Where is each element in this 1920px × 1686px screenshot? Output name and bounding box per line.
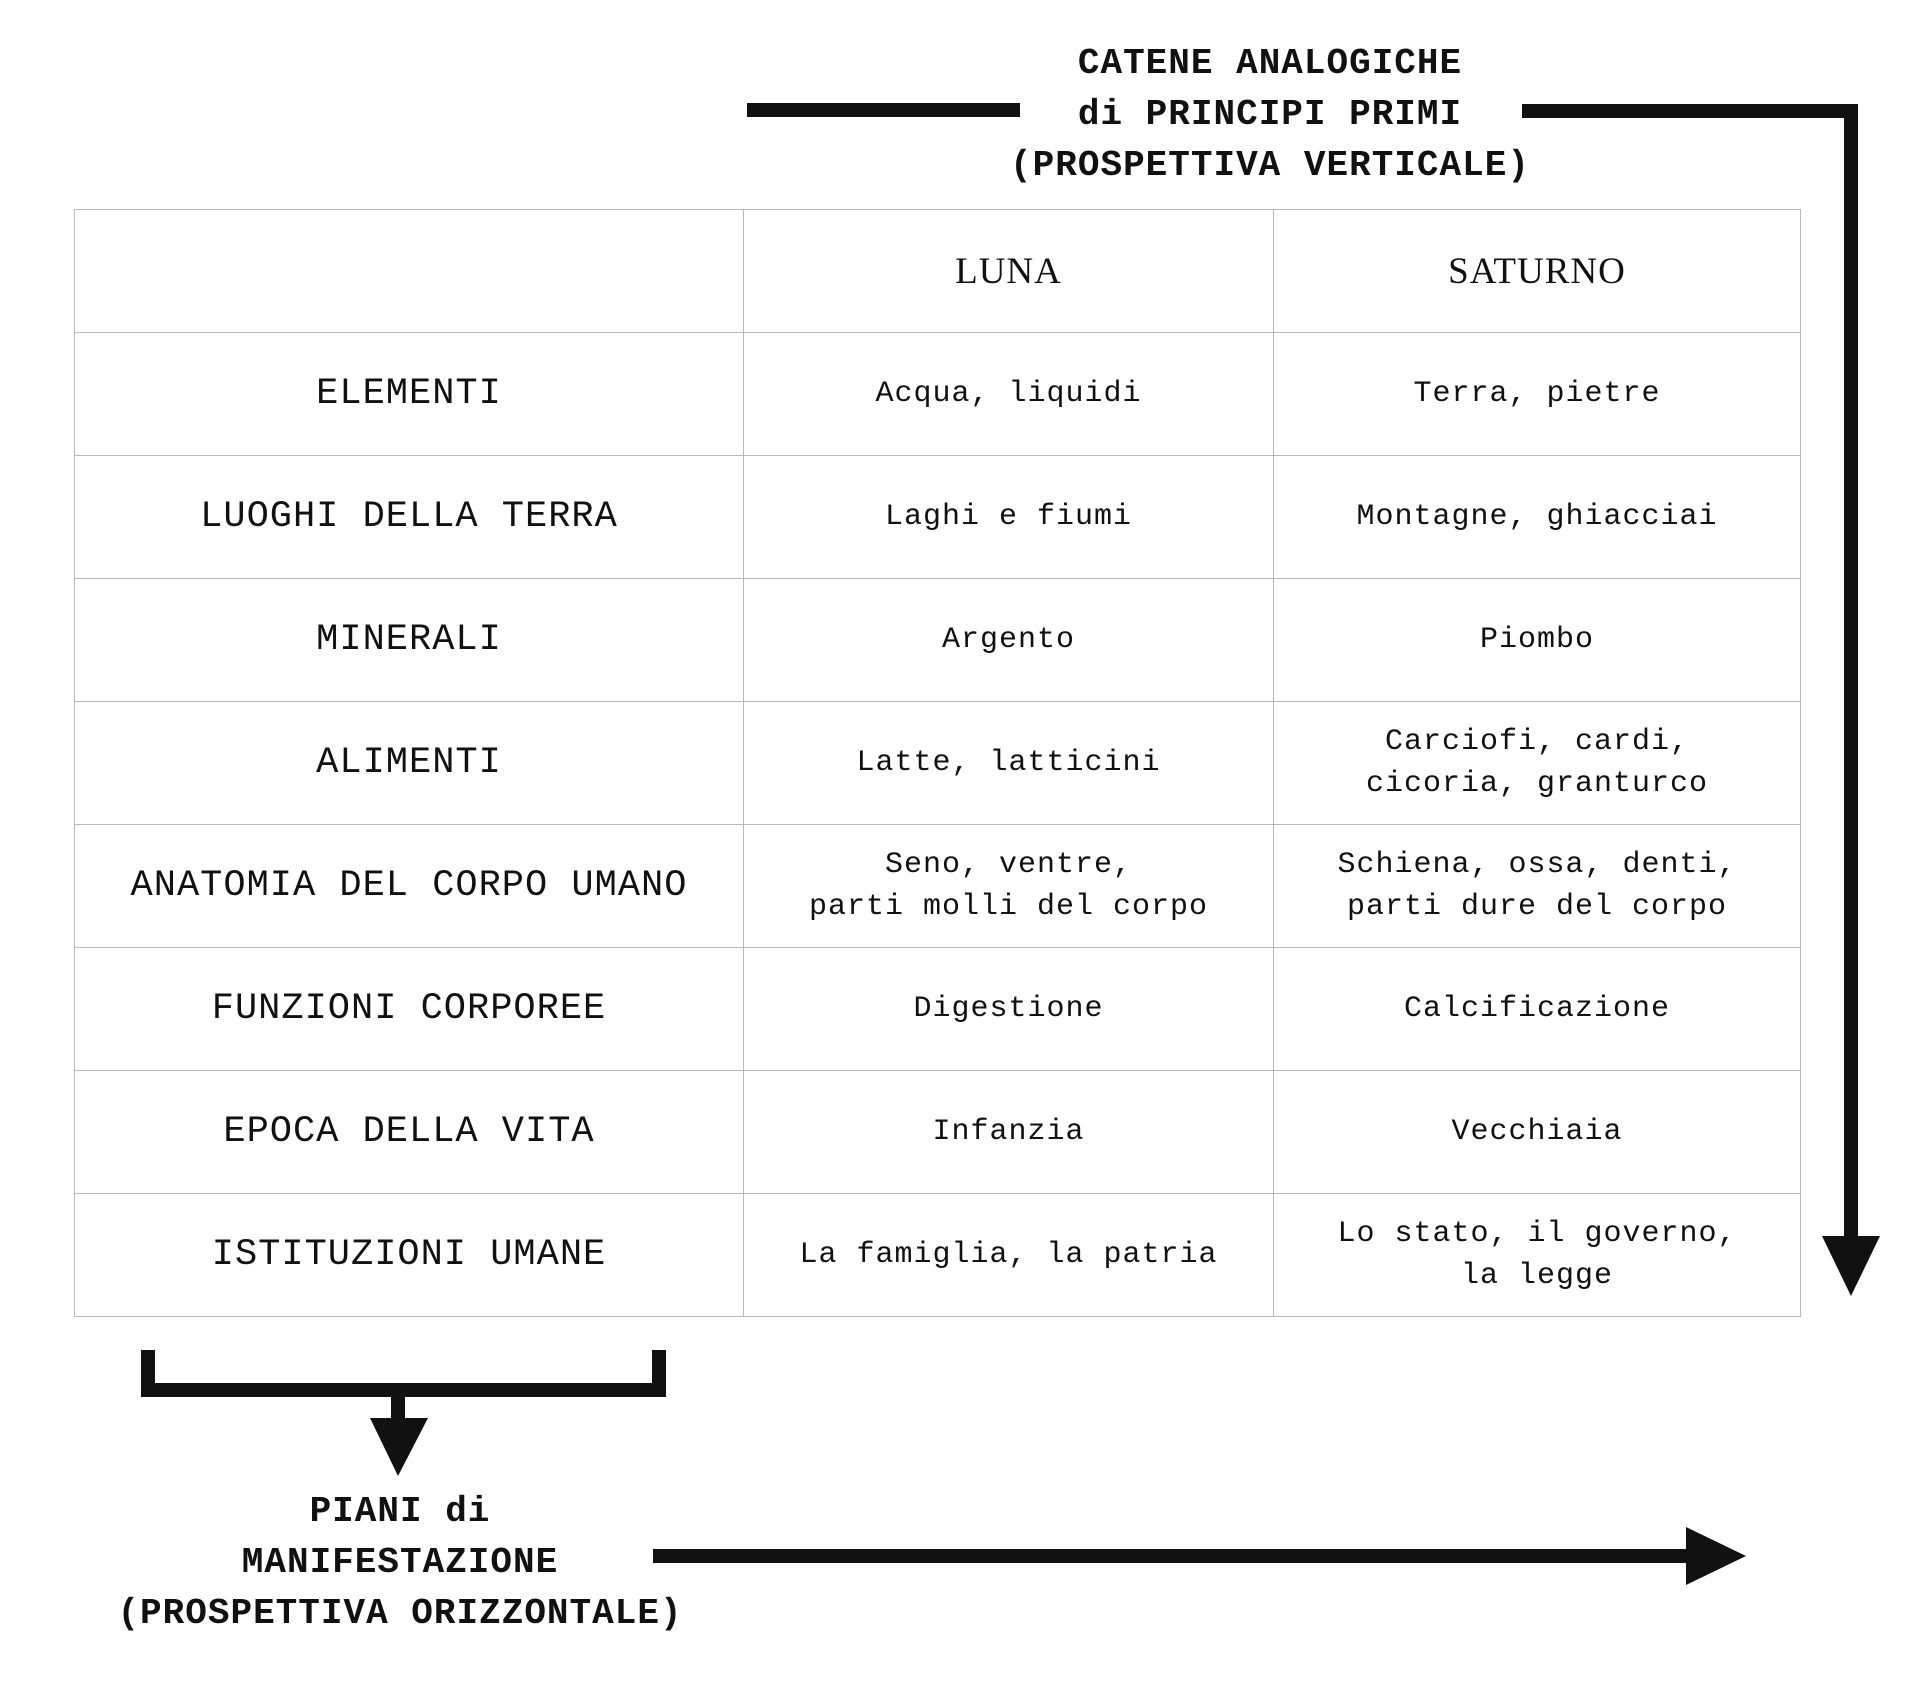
- cell-text-line: Montagne, ghiacciai: [1356, 500, 1718, 534]
- row-label: LUOGHI DELLA TERRA: [75, 456, 744, 579]
- cell-text-line: Piombo: [1479, 623, 1595, 657]
- cell-text-line: Infanzia: [932, 1115, 1085, 1149]
- bracket-arrow-head: [370, 1418, 428, 1476]
- table-row: [75, 1194, 1801, 1317]
- cell-saturno: [1274, 825, 1801, 948]
- cell-text-line: Lo stato, il governo,: [1337, 1217, 1737, 1251]
- cell-text-line: Seno, ventre,: [884, 848, 1133, 882]
- vertical-label-line: (PROSPETTIVA VERTICALE): [1010, 145, 1530, 186]
- cell-text-line: Argento: [941, 623, 1076, 657]
- cell-luna: [744, 702, 1274, 825]
- cell-saturno: [1274, 333, 1801, 456]
- row-label: EPOCA DELLA VITA: [75, 1071, 744, 1194]
- vertical-label-line: di PRINCIPI PRIMI: [1077, 94, 1463, 135]
- horizontal-perspective-arrow: [653, 1527, 1746, 1585]
- vertical-perspective-label: [960, 38, 1580, 191]
- cell-luna: [744, 825, 1274, 948]
- cell-text-line: La famiglia, la patria: [799, 1238, 1218, 1272]
- cell-luna: [744, 333, 1274, 456]
- column-header-luna: LUNA: [744, 210, 1274, 333]
- cell-luna: [744, 579, 1274, 702]
- row-label: ALIMENTI: [75, 702, 744, 825]
- vertical-arrow-head: [1822, 1236, 1880, 1296]
- cell-text-line: parti dure del corpo: [1346, 890, 1728, 924]
- cell-text-line: Vecchiaia: [1451, 1115, 1623, 1149]
- row-label: ELEMENTI: [75, 333, 744, 456]
- column-header-saturno: SATURNO: [1274, 210, 1801, 333]
- cell-saturno: [1274, 1071, 1801, 1194]
- cell-saturno: [1274, 579, 1801, 702]
- cell-text-line: Schiena, ossa, denti,: [1337, 848, 1737, 882]
- table-row: [75, 579, 1801, 702]
- cell-text-line: Acqua, liquidi: [875, 377, 1142, 411]
- bracket-line: [148, 1350, 659, 1390]
- cell-luna: [744, 1194, 1274, 1317]
- horizontal-perspective-label: [60, 1486, 740, 1639]
- horizontal-group-bracket: [148, 1350, 659, 1476]
- cell-text-line: Calcificazione: [1403, 992, 1671, 1026]
- cell-saturno: [1274, 456, 1801, 579]
- table-row: [75, 702, 1801, 825]
- cell-text-line: Laghi e fiumi: [884, 500, 1133, 534]
- row-label: ANATOMIA DEL CORPO UMANO: [75, 825, 744, 948]
- table-row: [75, 948, 1801, 1071]
- cell-text-line: la legge: [1460, 1259, 1614, 1293]
- row-label: ISTITUZIONI UMANE: [75, 1194, 744, 1317]
- row-label: MINERALI: [75, 579, 744, 702]
- vertical-label-line: CATENE ANALOGICHE: [1077, 43, 1463, 84]
- table-row: [75, 456, 1801, 579]
- horizontal-label-line: (PROSPETTIVA ORIZZONTALE): [117, 1593, 683, 1634]
- cell-luna: [744, 948, 1274, 1071]
- cell-text-line: cicoria, granturco: [1365, 767, 1709, 801]
- cell-saturno: [1274, 948, 1801, 1071]
- cell-text-line: Terra, pietre: [1413, 377, 1661, 411]
- table-row: [75, 825, 1801, 948]
- correspondence-table: [74, 209, 1801, 1317]
- row-label: FUNZIONI CORPOREE: [75, 948, 744, 1071]
- table-body: [75, 210, 1801, 1317]
- cell-luna: [744, 456, 1274, 579]
- cell-saturno: [1274, 1194, 1801, 1317]
- table-corner-cell: [75, 210, 744, 333]
- table-header-row: [75, 210, 1801, 333]
- cell-luna: [744, 1071, 1274, 1194]
- cell-text-line: parti molli del corpo: [808, 890, 1209, 924]
- horizontal-label-line: MANIFESTAZIONE: [241, 1542, 559, 1583]
- cell-text-line: Carciofi, cardi,: [1384, 725, 1690, 759]
- cell-text-line: Digestione: [913, 992, 1104, 1026]
- table-row: [75, 1071, 1801, 1194]
- cell-saturno: [1274, 702, 1801, 825]
- cell-text-line: Latte, latticini: [856, 746, 1161, 780]
- horizontal-label-line: PIANI di: [309, 1491, 491, 1532]
- horizontal-arrow-head: [1686, 1527, 1746, 1585]
- table-row: [75, 333, 1801, 456]
